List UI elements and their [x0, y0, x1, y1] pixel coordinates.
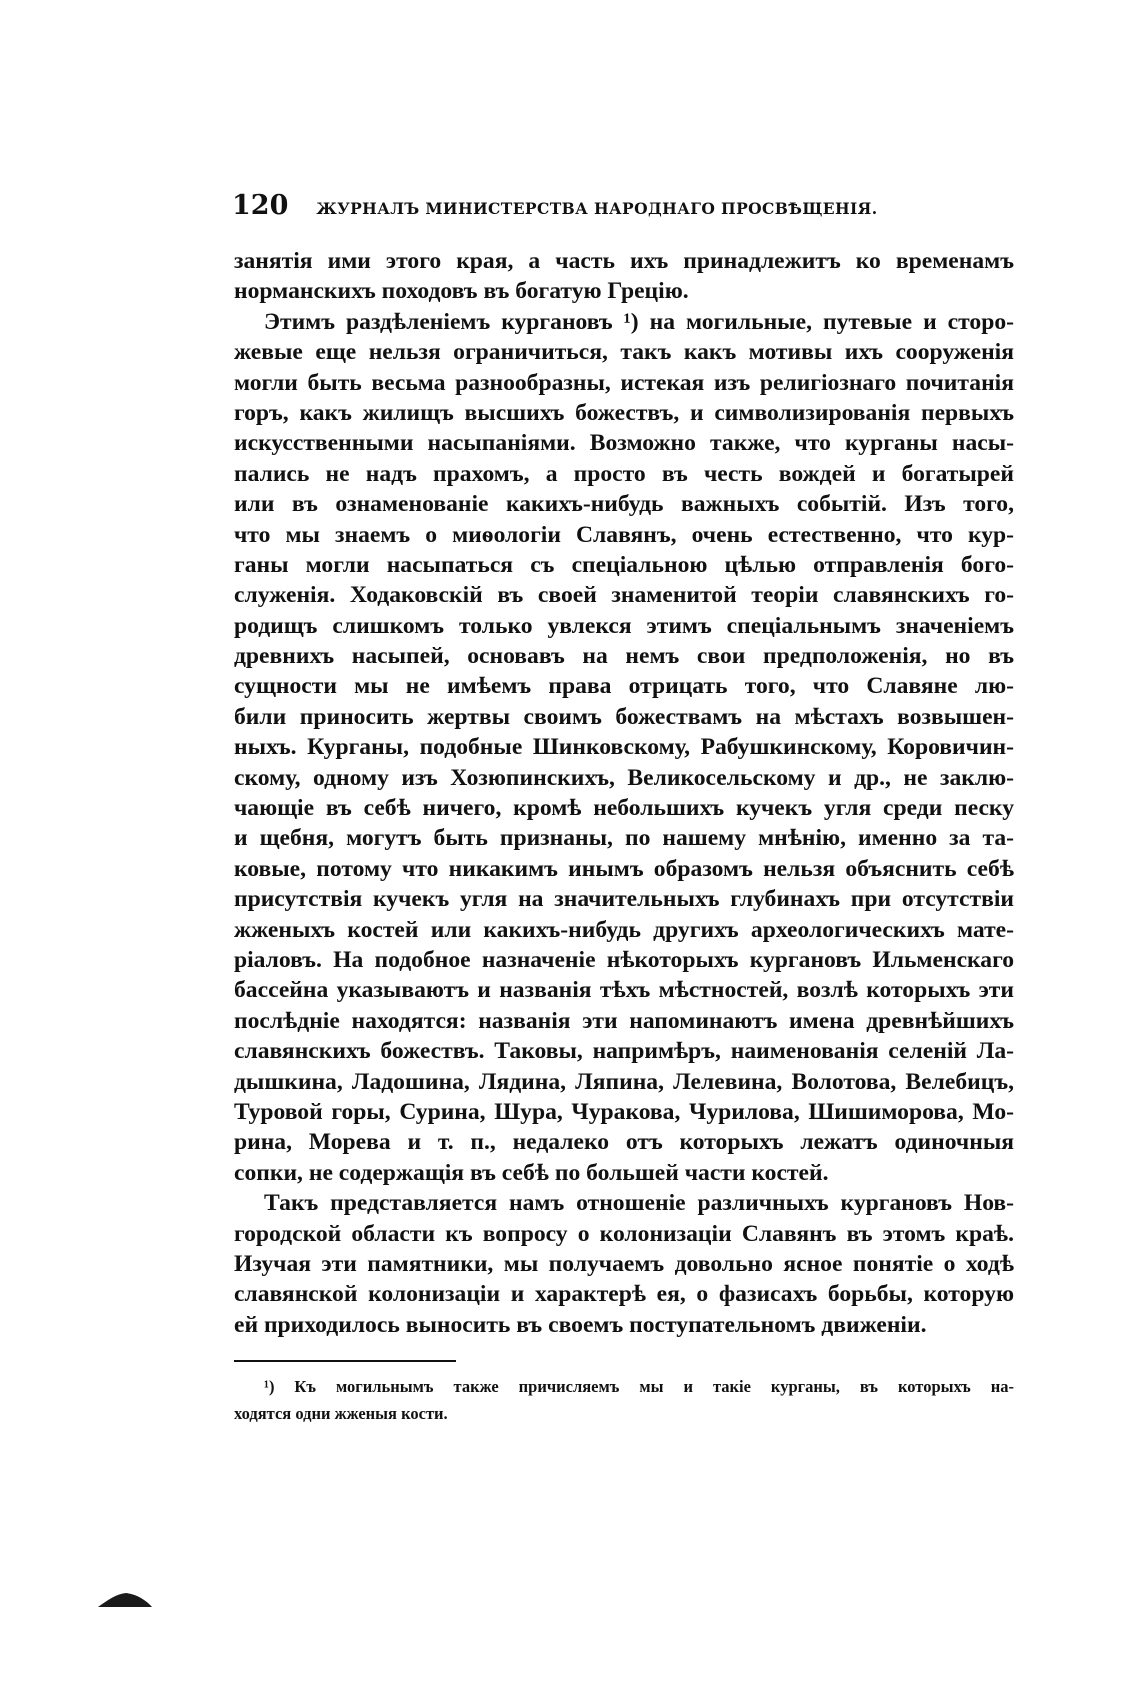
text-line: норманскихъ походовъ въ богатую Грецію. — [234, 278, 689, 305]
text-line: или въ ознаменованіе какихъ-нибудь важныхъ событій. Изъ того, — [234, 491, 1014, 518]
text-line: искусственными насыпаніями. Возможно также, что курганы насы- — [234, 430, 1014, 457]
footnote-line: ходятся одни жженыя кости. — [234, 1404, 448, 1423]
text-line: родищъ слишкомъ только увлекся этимъ спеціальнымъ значеніемъ — [234, 612, 1014, 639]
text-line: ей приходилось выносить въ своемъ поступательномъ движеніи. — [234, 1311, 927, 1338]
text-line: присутствія кучекъ угля на значительныхъ глубинахъ при отсутствіи — [234, 886, 1014, 913]
footnote — [234, 1373, 1014, 1427]
text-line: рина, Морева и т. п., недалеко отъ которыхъ лежатъ одиночныя — [234, 1129, 1014, 1156]
text-line: пались не надъ прахомъ, а просто въ честь вождей и богатырей — [234, 460, 1014, 487]
text-line: сопки, не содержащія въ себѣ по большей части костей. — [234, 1159, 829, 1186]
text-line: били приносить жертвы своимъ божествамъ на мѣстахъ возвышен- — [234, 703, 1014, 730]
text-line: ріаловъ. На подобное назначеніе нѣкоторыхъ кургановъ Ильменскаго — [234, 946, 1014, 973]
footnote-divider — [234, 1360, 456, 1362]
text-line: ганы могли насыпаться съ спеціальною цѣлью отправленія бого- — [234, 551, 1014, 578]
text-line: ковые, потому что никакимъ инымъ образомъ нельзя объяснить себѣ — [234, 855, 1014, 882]
ink-blot-mark — [96, 1590, 154, 1610]
main-text — [234, 246, 1014, 1340]
page-number: 120 — [232, 190, 289, 221]
text-line: служенія. Ходаковскій въ своей знаменитой теоріи славянскихъ го- — [234, 582, 1014, 609]
text-line: могли быть весьма разнообразны, истекая изъ религіознаго почитанія — [234, 369, 1014, 396]
text-line: славянскихъ божествъ. Таковы, напримѣръ, наименованія селеній Ла- — [234, 1038, 1014, 1065]
text-line: и щебня, могутъ быть признаны, по нашему мнѣнію, именно за та- — [234, 825, 1014, 852]
text-line: занятія ими этого края, а часть ихъ принадлежитъ ко временамъ — [234, 248, 1014, 274]
page-header — [232, 190, 1022, 220]
text-line: Изучая эти памятники, мы получаемъ довольно ясное понятіе о ходѣ — [234, 1250, 1014, 1277]
footnote-line: ¹) Къ могильнымъ также причисляемъ мы и такіе курганы, въ которыхъ на- — [264, 1377, 1014, 1396]
text-line: древнихъ насыпей, основавъ на немъ свои предположенія, но въ — [234, 643, 1014, 670]
text-line: сущности мы не имѣемъ права отрицать того, что Славяне лю- — [234, 673, 1014, 700]
text-line: Туровой горы, Сурина, Шура, Чуракова, Чурилова, Шишиморова, Мо- — [234, 1098, 1014, 1125]
text-line: горъ, какъ жилищъ высшихъ божествъ, и символизированія первыхъ — [234, 399, 1014, 426]
text-line: чающіе въ себѣ ничего, кромѣ небольшихъ кучекъ угля среди песку — [234, 795, 1014, 822]
text-line: скому, одному изъ Хозюпинскихъ, Великосельскому и др., не заклю- — [234, 764, 1014, 791]
text-line: Такъ представляется намъ отношеніе различныхъ кургановъ Нов- — [264, 1190, 1014, 1217]
text-line: жевые еще нельзя ограничиться, такъ какъ мотивы ихъ сооруженія — [234, 339, 1014, 366]
running-title: ЖУРНАЛЪ МИНИСТЕРСТВА НАРОДНАГО ПРОСВѢЩЕНІЯ. — [316, 199, 878, 218]
text-line: славянской колонизаціи и характерѣ ея, о фазисахъ борьбы, которую — [234, 1281, 1014, 1308]
text-line: городской области къ вопросу о колонизаціи Славянъ въ этомъ краѣ. — [234, 1220, 1014, 1247]
text-line: Этимъ раздѣленіемъ кургановъ ¹) на могильные, путевые и сторо- — [264, 308, 1014, 335]
text-line: ныхъ. Курганы, подобные Шинковскому, Рабушкинскому, Коровичин- — [234, 734, 1014, 761]
text-line: дышкина, Ладошина, Лядина, Ляпина, Лелевина, Волотова, Велебицъ, — [234, 1068, 1014, 1095]
text-line: жженыхъ костей или какихъ-нибудь другихъ археологическихъ мате- — [234, 916, 1014, 943]
text-line: бассейна указываютъ и названія тѣхъ мѣстностей, возлѣ которыхъ эти — [234, 977, 1014, 1004]
text-line: что мы знаемъ о миѳологіи Славянъ, очень естественно, что кур- — [234, 521, 1014, 548]
text-line: послѣдніе находятся: названія эти напоминаютъ имена древнѣйшихъ — [234, 1007, 1014, 1034]
